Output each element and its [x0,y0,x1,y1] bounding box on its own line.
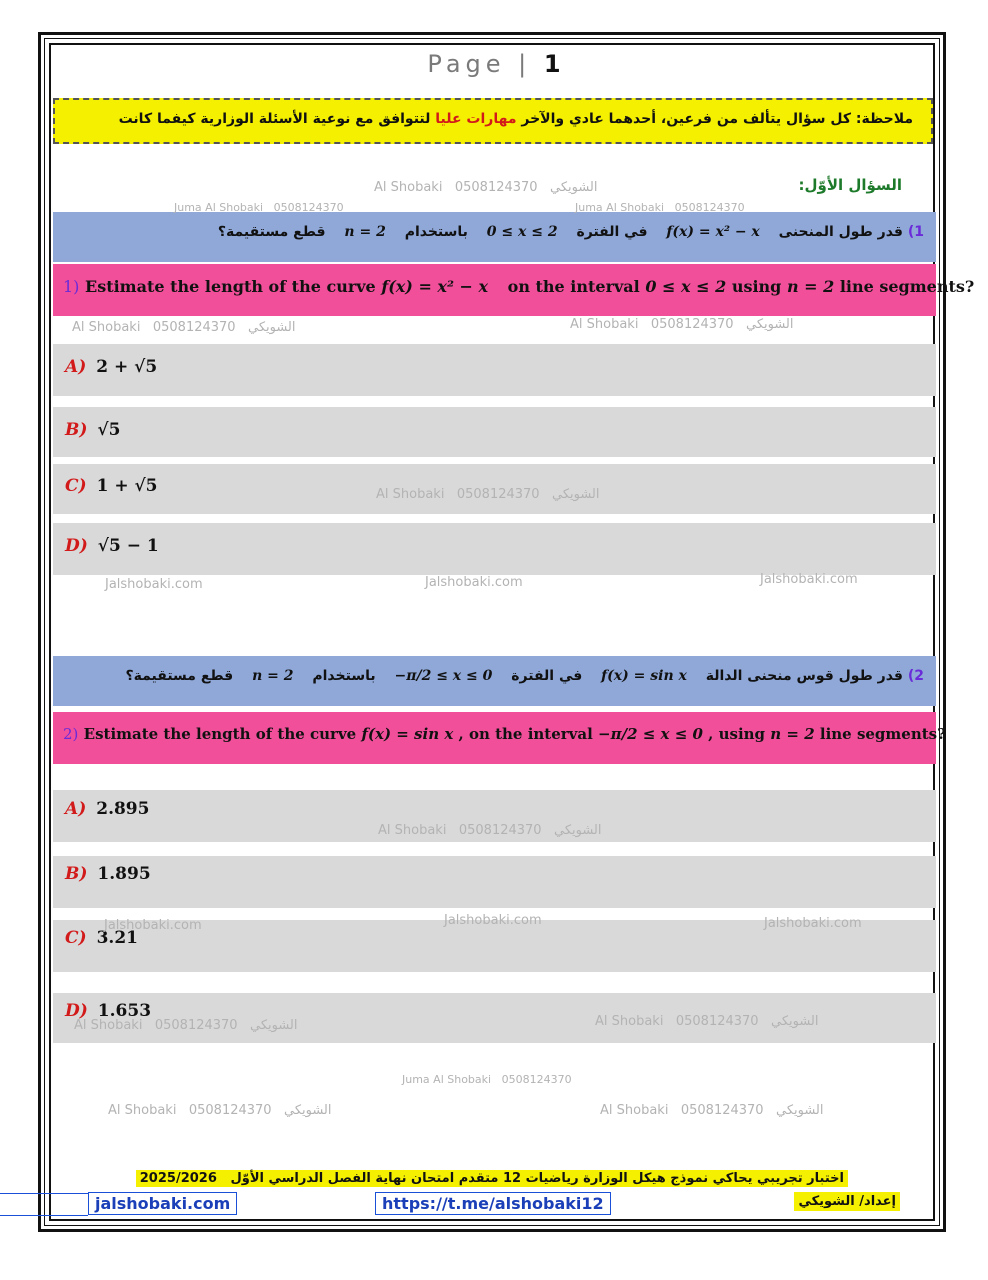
footer-year: 2025/2026 [139,1171,217,1186]
watermark-full: Juma Al Shobaki [575,201,665,214]
watermark-name: Al Shobaki [74,1018,143,1033]
q2-ar-interval: −π/2 ≤ x ≤ 0 [394,668,493,684]
note-text-2: لتتوافق مع نوعية الأسئلة الوزارية كيفما كانت [118,111,431,127]
watermark-site: Jalshobaki.com [105,577,203,592]
watermark [575,201,745,214]
watermark-phone: 0508124370 [674,201,745,214]
watermark-phone: 0508124370 [273,201,344,214]
q2-arabic-band [53,656,936,706]
q1-option-d[interactable] [53,523,936,575]
q1-ar-interval: 0 ≤ x ≤ 2 [486,224,558,240]
q1-en-text-b: on the interval [507,277,640,296]
watermark-phone: 0508124370 [456,487,540,502]
q1-number-en: 1) [63,277,80,296]
q1-option-c-letter: C) [65,476,87,496]
watermark [374,180,598,195]
watermark-phone: 0508124370 [650,317,734,332]
note-box [53,98,933,144]
q2-number-en: 2) [63,725,79,743]
q1-ar-text-a: قدر طول المنحنى [778,224,903,240]
watermark-ar: الشويكي [745,317,794,332]
watermark-name: Al Shobaki [72,320,141,335]
watermark [444,913,542,928]
footer-telegram-link[interactable]: https://t.me/alshobaki12 [375,1192,611,1215]
q1-en-text-a: Estimate the length of the curve [85,277,376,296]
watermark-phone: 0508124370 [188,1103,272,1118]
q1-option-b-letter: B) [65,420,88,440]
q1-number-ar: 1) [907,224,924,240]
watermark [570,317,794,332]
watermark-ar: الشويكي [551,487,600,502]
watermark-name: Al Shobaki [570,317,639,332]
q2-option-c-letter: C) [65,928,87,948]
watermark-phone: 0508124370 [152,320,236,335]
q1-ar-function: f(x) = x² − x [666,224,760,240]
watermark [376,487,600,502]
footer-title-text: اختبار تجريبي يحاكي نموذج هيكل الوزارة رياضيات 12 متقدم امتحان نهاية الفصل الدراسي الأوّل [230,1171,844,1186]
q1-en-function: f(x) = x² − x [381,277,489,296]
q2-ar-text-c: باستخدام [312,668,376,684]
q1-option-a-letter: A) [65,357,87,377]
watermark-name: Al Shobaki [108,1103,177,1118]
q2-option-b-value: 1.895 [97,864,151,884]
watermark-name: Al Shobaki [374,180,443,195]
q1-en-text-c: using [731,277,782,296]
q1-option-b-value: √5 [97,420,121,440]
page-label: Page [427,50,506,78]
watermark-name: Al Shobaki [600,1103,669,1118]
watermark [105,577,203,592]
watermark-phone: 0508124370 [154,1018,238,1033]
watermark-site: Jalshobaki.com [444,913,542,928]
watermark [108,1103,332,1118]
q2-option-a-letter: A) [65,799,87,819]
footer-rule [0,1215,88,1216]
watermark-ar: الشويكي [249,1018,298,1033]
watermark-ar: الشويكي [775,1103,824,1118]
watermark [72,320,296,335]
q2-ar-text-d: قطع مستقيمة؟ [125,668,234,684]
note-text-1: ملاحظة: كل سؤال يتألف من فرعين، أحدهما عادي والآخر [521,111,913,127]
q2-en-text-d: line segments? [819,725,946,743]
watermark-site: Jalshobaki.com [104,918,202,933]
q2-ar-text-a: قدر طول قوس منحنى الدالة [705,668,903,684]
watermark-phone: 0508124370 [675,1014,759,1029]
watermark-phone: 0508124370 [454,180,538,195]
q2-english-band [53,712,946,764]
q1-english-band [53,264,975,316]
watermark-name: Al Shobaki [376,487,445,502]
watermark [760,572,858,587]
q1-en-text-d: line segments? [839,277,975,296]
watermark [764,916,862,931]
q2-number-ar: 2) [907,668,924,684]
page-header: Page | 1 [427,50,561,78]
q1-option-b[interactable] [53,407,936,457]
q1-en-n: n = 2 [786,277,835,296]
watermark-site: Jalshobaki.com [760,572,858,587]
q1-option-c-value: 1 + √5 [96,476,158,496]
q1-ar-text-b: في الفترة [576,224,648,240]
q2-ar-function: f(x) = sin x [601,668,687,684]
q2-option-d-letter: D) [65,1001,88,1021]
q2-en-text-b: , on the interval [458,725,593,743]
watermark [425,575,523,590]
note-highlight: مهارات عليا [435,111,517,127]
q1-ar-text-d: قطع مستقيمة؟ [217,224,326,240]
q2-option-b[interactable] [53,856,936,908]
q2-ar-n: n = 2 [252,668,294,684]
q2-option-c-value: 3.21 [96,928,138,948]
q2-en-text-c: , using [708,725,766,743]
q1-option-d-value: √5 − 1 [97,536,159,556]
watermark-name: Al Shobaki [595,1014,664,1029]
q2-option-a-value: 2.895 [96,799,150,819]
q1-option-a-value: 2 + √5 [96,357,158,377]
watermark-ar: الشويكي [247,320,296,335]
watermark [104,918,202,933]
watermark [378,823,602,838]
watermark-site: Jalshobaki.com [425,575,523,590]
q1-option-d-letter: D) [65,536,88,556]
watermark-ar: الشويكي [283,1103,332,1118]
q2-en-text-a: Estimate the length of the curve [83,725,357,743]
watermark-name: Al Shobaki [378,823,447,838]
footer-title [136,1170,848,1187]
watermark-ar: الشويكي [553,823,602,838]
q2-en-function: f(x) = sin x [361,725,454,743]
q2-en-interval: −π/2 ≤ x ≤ 0 [598,725,703,743]
watermark [600,1103,824,1118]
q1-ar-text-c: باستخدام [404,224,468,240]
q2-en-n: n = 2 [770,725,815,743]
watermark-phone: 0508124370 [501,1073,572,1086]
q1-arabic-band [53,212,936,262]
watermark-full: Juma Al Shobaki [174,201,264,214]
page-number: 1 [543,50,561,78]
q2-option-b-letter: B) [65,864,88,884]
watermark-phone: 0508124370 [680,1103,764,1118]
footer-prepared-by: إعداد/ الشويكي [794,1192,900,1211]
footer-site-link[interactable]: jalshobaki.com [88,1192,237,1215]
q1-ar-n: n = 2 [344,224,386,240]
watermark-ar: الشويكي [770,1014,819,1029]
watermark-ar: الشويكي [549,180,598,195]
q2-option-d-value: 1.653 [97,1001,152,1021]
watermark-site: Jalshobaki.com [764,916,862,931]
watermark [402,1073,572,1086]
q1-option-a[interactable] [53,344,936,396]
watermark-full: Juma Al Shobaki [402,1073,492,1086]
watermark [174,201,344,214]
watermark [74,1018,298,1033]
q2-ar-text-b: في الفترة [511,668,583,684]
footer-rule [0,1193,88,1194]
section-title: السؤال الأوّل: [798,176,902,194]
watermark-phone: 0508124370 [458,823,542,838]
watermark [595,1014,819,1029]
q1-en-interval: 0 ≤ x ≤ 2 [645,277,727,296]
